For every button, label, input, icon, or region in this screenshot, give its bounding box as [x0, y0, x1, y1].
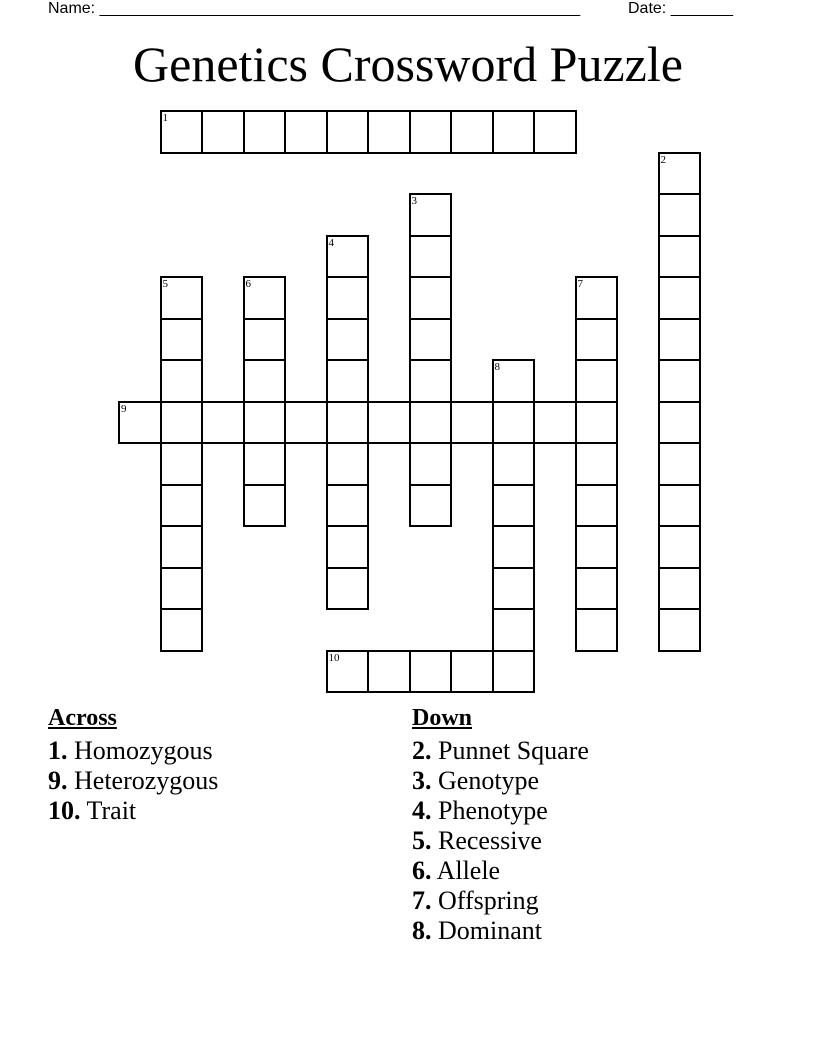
crossword-cell[interactable]: [658, 318, 702, 362]
clue-number: 3: [411, 195, 417, 207]
crossword-cell[interactable]: [243, 442, 287, 486]
crossword-cell[interactable]: [658, 235, 702, 279]
crossword-cell[interactable]: [409, 359, 453, 403]
crossword-cell[interactable]: [575, 359, 619, 403]
crossword-cell[interactable]: [160, 359, 204, 403]
crossword-cell[interactable]: [492, 401, 536, 445]
crossword-cell[interactable]: [575, 442, 619, 486]
crossword-cell[interactable]: [658, 152, 702, 196]
crossword-cell[interactable]: [533, 401, 577, 445]
crossword-cell[interactable]: [326, 401, 370, 445]
crossword-cell[interactable]: [533, 110, 577, 154]
crossword-cell[interactable]: [326, 442, 370, 486]
crossword-cell[interactable]: [326, 235, 370, 279]
crossword-cell[interactable]: [326, 567, 370, 611]
crossword-cell[interactable]: [492, 567, 536, 611]
clue-num: 9.: [48, 766, 68, 795]
crossword-cell[interactable]: [450, 401, 494, 445]
crossword-cell[interactable]: [326, 276, 370, 320]
across-clue-list: [48, 736, 218, 826]
crossword-cell[interactable]: [243, 110, 287, 154]
crossword-cell[interactable]: [575, 401, 619, 445]
clue-num: 3.: [412, 766, 432, 795]
crossword-cell[interactable]: [160, 442, 204, 486]
clue-text: Offspring: [431, 886, 539, 915]
down-clues: [412, 704, 589, 946]
page-title: Genetics Crossword Puzzle: [133, 36, 683, 92]
crossword-cell[interactable]: [658, 442, 702, 486]
crossword-cell[interactable]: [658, 193, 702, 237]
clue-number: 2: [660, 153, 666, 166]
clue-text: Punnet Square: [431, 736, 589, 765]
crossword-cell[interactable]: [492, 359, 536, 403]
across-clues: [48, 704, 218, 826]
crossword-cell[interactable]: [326, 484, 370, 528]
across-heading: Across: [48, 705, 117, 731]
crossword-cell[interactable]: [367, 110, 411, 154]
crossword-cell[interactable]: [326, 359, 370, 403]
crossword-cell[interactable]: [243, 318, 287, 362]
crossword-cell[interactable]: [326, 110, 370, 154]
down-clue-list: [412, 736, 589, 946]
clue-number: 5: [162, 278, 168, 290]
crossword-cell[interactable]: [160, 318, 204, 362]
down-heading: Down: [412, 705, 473, 731]
crossword-cell[interactable]: [160, 567, 204, 611]
crossword-cell[interactable]: [409, 276, 453, 320]
clue-text: Trait: [80, 796, 137, 825]
crossword-cell[interactable]: [575, 608, 619, 652]
down-clue: [412, 766, 589, 796]
clue-number: 9: [121, 402, 127, 415]
across-clue: [48, 796, 218, 826]
clue-text: Heterozygous: [67, 766, 219, 795]
crossword-cell[interactable]: [658, 484, 702, 528]
crossword-cell[interactable]: [326, 650, 370, 694]
crossword-cell[interactable]: [118, 401, 162, 445]
clue-text: Dominant: [431, 916, 542, 945]
crossword-cell[interactable]: [575, 484, 619, 528]
crossword-cell[interactable]: [160, 608, 204, 652]
clue-number: 4: [328, 236, 334, 249]
clue-number: 6: [245, 278, 251, 290]
clue-num: 2.: [412, 736, 432, 765]
clue-text: Allele: [431, 856, 501, 885]
clue-num: 4.: [412, 796, 432, 825]
down-clue: [412, 886, 589, 916]
clue-number: 8: [494, 361, 500, 373]
crossword-cell[interactable]: [409, 650, 453, 694]
crossword-cell[interactable]: [160, 401, 204, 445]
crossword-cell[interactable]: [160, 276, 204, 320]
clue-text: Phenotype: [431, 796, 548, 825]
crossword-cell[interactable]: [201, 401, 245, 445]
down-clue: [412, 736, 589, 766]
crossword-cell[interactable]: [492, 442, 536, 486]
crossword-cell[interactable]: [450, 110, 494, 154]
crossword-cell[interactable]: [243, 484, 287, 528]
crossword-cell[interactable]: [201, 110, 245, 154]
clue-number: 7: [577, 278, 583, 290]
crossword-cell[interactable]: [575, 567, 619, 611]
down-clue: [412, 856, 589, 886]
crossword-cell[interactable]: [658, 359, 702, 403]
crossword-cell[interactable]: [409, 193, 453, 237]
clue-num: 1.: [48, 736, 68, 765]
down-clue: [412, 826, 589, 856]
crossword-cell[interactable]: [326, 525, 370, 569]
crossword-cell[interactable]: [243, 276, 287, 320]
crossword-cell[interactable]: [492, 608, 536, 652]
crossword-cell[interactable]: [160, 525, 204, 569]
crossword-cell[interactable]: [492, 484, 536, 528]
clue-num: 6.: [412, 856, 432, 885]
crossword-cell[interactable]: [658, 608, 702, 652]
crossword-cell[interactable]: [658, 401, 702, 445]
crossword-cell[interactable]: [409, 318, 453, 362]
crossword-cell[interactable]: [160, 484, 204, 528]
crossword-cell[interactable]: [326, 318, 370, 362]
clue-num: 8.: [412, 916, 432, 945]
date-field-label: Date: _______: [628, 0, 733, 17]
clue-num: 10.: [48, 796, 81, 825]
name-field-label: Name: ______________________________________________________: [48, 0, 581, 17]
crossword-cell[interactable]: [492, 650, 536, 694]
crossword-cell[interactable]: [658, 525, 702, 569]
crossword-cell[interactable]: [367, 401, 411, 445]
crossword-cell[interactable]: [658, 567, 702, 611]
crossword-cell[interactable]: [575, 525, 619, 569]
crossword-cell[interactable]: [575, 276, 619, 320]
crossword-cell[interactable]: [658, 276, 702, 320]
clue-num: 5.: [412, 826, 432, 855]
down-clue: [412, 916, 589, 946]
clue-text: Genotype: [431, 766, 540, 795]
crossword-cell[interactable]: [492, 525, 536, 569]
crossword-cell[interactable]: [160, 110, 204, 154]
clue-number: 1: [162, 112, 168, 124]
crossword-cell[interactable]: [243, 359, 287, 403]
crossword-cell[interactable]: [409, 235, 453, 279]
clue-text: Recessive: [431, 826, 542, 855]
clue-text: Homozygous: [67, 736, 213, 765]
crossword-cell[interactable]: [450, 650, 494, 694]
clue-number: 10: [328, 651, 340, 664]
crossword-cell[interactable]: [409, 110, 453, 154]
crossword-cell[interactable]: [492, 110, 536, 154]
crossword-cell[interactable]: [409, 484, 453, 528]
crossword-cell[interactable]: [409, 442, 453, 486]
crossword-cell[interactable]: [575, 318, 619, 362]
crossword-cell[interactable]: [243, 401, 287, 445]
down-clue: [412, 796, 589, 826]
clue-num: 7.: [412, 886, 432, 915]
across-clue: [48, 766, 218, 796]
crossword-cell[interactable]: [409, 401, 453, 445]
across-clue: [48, 736, 218, 766]
crossword-cell[interactable]: [367, 650, 411, 694]
crossword-cell[interactable]: [284, 401, 328, 445]
crossword-cell[interactable]: [284, 110, 328, 154]
